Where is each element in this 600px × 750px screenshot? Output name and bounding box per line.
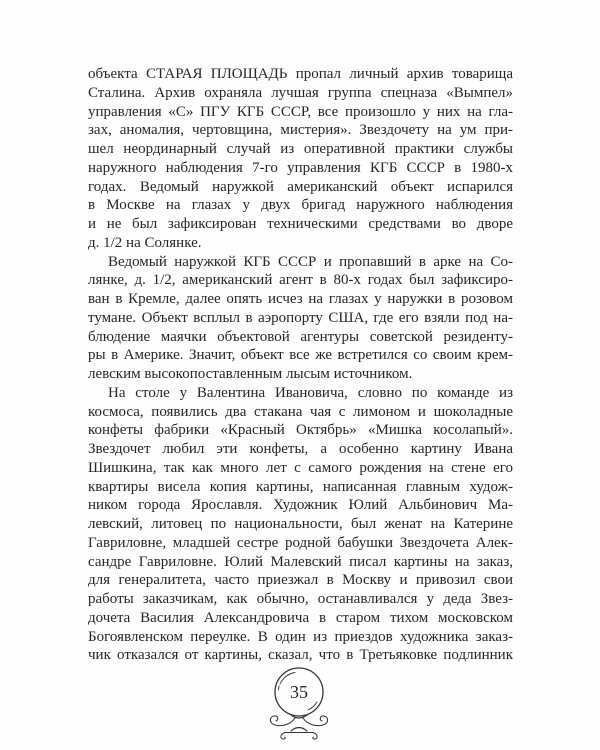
text-line: сандре Гавриловне. Юлий Малевский писал картины на заказ, [88,553,513,570]
text-line: ван в Кремле, далее опять исчез на глазах у наружки в розовом [88,291,513,307]
text-line: для генералитета, часто приезжал в Москву и привозил свои [88,572,513,589]
text-line: Сталина. Архив охраняла лучшая группа спецназа «Вымпел» [88,84,513,101]
paragraph-1 [88,65,513,253]
ornament-right-scroll [303,716,328,726]
text-line: Гавриловне, младшей сестре родной бабушки Звездочета Алек- [88,534,513,551]
text-line: шел неординарный случай из оперативной практики службы [88,141,513,157]
text-line: левским высокопоставленным лысым источником. [88,366,413,382]
text-line: управления «С» ПГУ КГБ СССР, все произошло у них на гла- [88,103,513,120]
text-line: годах. Ведомый наружкой американский объект испарился [88,178,513,195]
text-line: Ведомый наружкой КГБ СССР и пропавший в арке на Со- [108,253,513,270]
text-line: работы заказчикам, как обычно, останавливался у деда Звез- [88,591,513,607]
text-line: чик отказался от картины, сказал, что в Третьяковке подлинник [88,647,513,664]
page-number: 35 [290,682,308,702]
text-line: ры в Америке. Значит, объект все же встретился со своим крем- [88,347,513,364]
text-line: ником города Ярославля. Художник Юлий Альбинович Ма- [88,497,513,514]
paragraph-3 [88,384,513,665]
text-line: Богоявленском переулке. В один из приездов художника заказ- [88,628,513,645]
ornament-foot [291,728,307,732]
text-line: квартиры висела копия картины, написанная главным худож- [88,478,513,495]
text-line: объекта СТАРАЯ ПЛОЩАДЬ пропал личный архив товарища [88,66,513,82]
text-line: На столе у Валентина Ивановича, словно по команде из [108,384,513,401]
text-line: лянке, д. 1/2, американский агент в 80-х годах был зафиксиро- [88,272,513,289]
text-line: Шишкина, так как много лет с самого рождения на стене его [88,459,513,476]
page-text [88,65,513,665]
ornament-left-curl [281,733,285,740]
text-line: конфеты фабрики «Красный Октябрь» «Мишка косолапый». [88,422,513,439]
text-line: в Москве на глазах у двух бригад наружного наблюдения [88,197,513,214]
ornament-left-scroll [270,716,295,726]
paragraph-2 [88,253,513,384]
text-line: космоса, появились два стакана чая с лимоном и шоколадные [88,403,513,420]
text-line: д. 1/2 на Солянке. [88,234,202,251]
text-line: левский, литовец по национальности, был женат на Катерине [88,516,513,532]
text-line: наружного наблюдения 7-го управления КГБ СССР в 1980-х [88,159,513,176]
text-line: зах, аномалия, чертовщина, мистерия». Звездочету на ум при- [88,122,513,139]
text-line: тумане. Объект всплыл в аэропорту США, где его взяли под на- [88,309,513,326]
text-line: и не был зафиксирован техническими средствами во дворе [88,216,513,232]
ornament-right-curl [313,733,317,740]
text-line: блюдение маячки объектовой агентуры советской резиденту- [88,328,513,345]
text-line: дочета Василия Александровича в старом тихом московском [88,609,513,626]
text-line: Звездочет любил эти конфеты, а особенно картину Ивана [88,441,513,457]
